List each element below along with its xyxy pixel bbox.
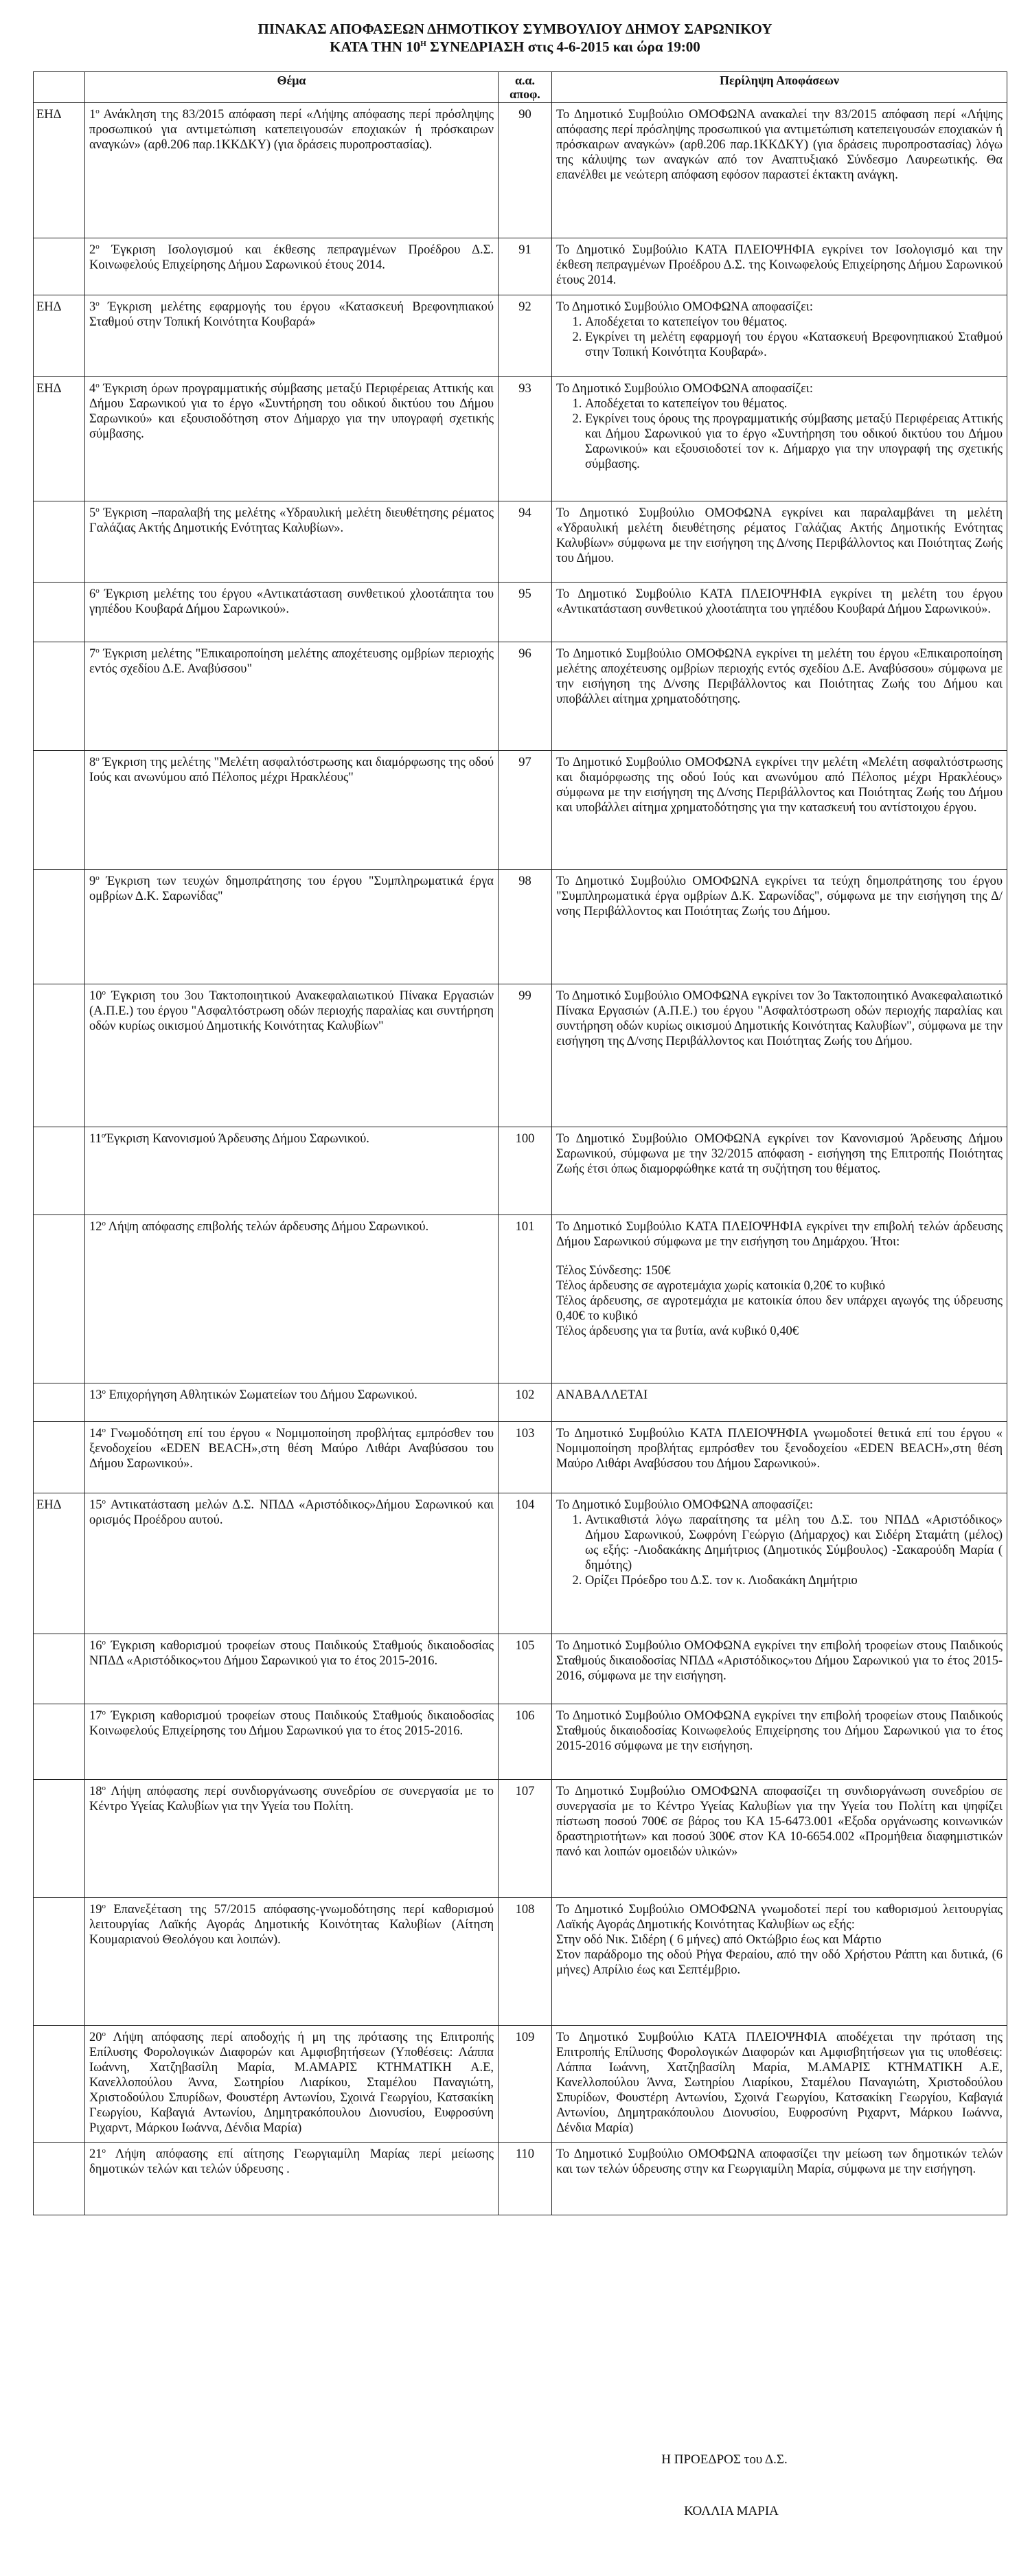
summary-text: Το Δημοτικό Συμβούλιο ΚΑΤΑ ΠΛΕΙΟΨΗΦΙΑ εγκρίνει την επιβολή τελών άρδευσης Δήμου Σαρωνικού σύμφωνα με την εισήγηση του Δημάρχου. Ήτοι: bbox=[556, 1220, 1003, 1249]
row-tag: ΕΗΔ bbox=[34, 377, 85, 501]
row-subject bbox=[85, 751, 499, 870]
summary-text: Το Δημοτικό Συμβούλιο ΚΑΤΑ ΠΛΕΙΟΨΗΦΙΑ γνωμοδοτεί θετικά επί του έργου « Νομιμοποίηση προβλήτας εμπρόσθεν του ξενοδοχείου «EDEN BEACH»,στη θέση Μαύρο Λιθάρι Αναβύσσου του Δήμου Σαρωνικού». bbox=[556, 1427, 1003, 1471]
subject-text: Έγκριση μελέτης εφαρμογής του έργου «Κατασκευή Βρεφονηπιακού Σταθμού στην Τοπική Κοινότητα Κουβαρά» bbox=[89, 300, 494, 329]
row-decision-number: 95 bbox=[499, 583, 552, 642]
summary-text: Το Δημοτικό Συμβούλιο ΟΜΟΦΩΝΑ ανακαλεί την 83/2015 απόφαση περί «Λήψης απόφασης περί πρόσληψης προσωπικού για αντιμετώπιση κατεπειγουσών εποχιακών ή πρόσκαιρων αναγκών» (αρθ.206 παρ.1ΚΚΔΚΥ) (για δράσεις πυροπροστασίας) λόγω της κάλυψης των αναγκών από τον Αναπτυξιακό Σύνδεσμο Λαυρεωτικής. Θα επανέλθει με νεώτερη απόφαση εφόσον παραστεί έκτακτη ανάγκη. bbox=[556, 108, 1003, 182]
subject-number-sup: ο bbox=[102, 1638, 106, 1647]
row-subject bbox=[85, 1704, 499, 1780]
subtitle-pre: ΚΑΤΑ ΤΗΝ 10 bbox=[330, 38, 421, 55]
summary-intro: Το Δημοτικό Συμβούλιο ΟΜΟΦΩΝΑ αποφασίζει: bbox=[556, 300, 814, 314]
row-summary bbox=[552, 2143, 1007, 2215]
row-summary bbox=[552, 2026, 1007, 2143]
table-row bbox=[34, 1898, 1007, 2026]
header-number-line2: αποφ. bbox=[510, 87, 540, 101]
decisions-table bbox=[33, 71, 1007, 2215]
table-row bbox=[34, 984, 1007, 1127]
row-tag: ΕΗΔ bbox=[34, 1493, 85, 1634]
row-decision-number: 90 bbox=[499, 103, 552, 238]
row-summary bbox=[552, 984, 1007, 1127]
row-decision-number: 102 bbox=[499, 1383, 552, 1422]
subject-text: Λήψη απόφασης επιβολής τελών άρδευσης Δήμου Σαρωνικού. bbox=[106, 1220, 429, 1234]
row-subject bbox=[85, 501, 499, 583]
summary-text: Το Δημοτικό Συμβούλιο ΟΜΟΦΩΝΑ εγκρίνει τον 3ο Τακτοποιητικό Ανακεφαλαιωτικό Πίνακα Εργασιών (Α.Π.Ε.) του έργου "Ασφαλτόστρωση οδών περιοχής παραλίας και συντήρηση οδών κυρίως οικισμού Δημοτικής Κοινότητας Καλυβίων", σύμφωνα με την εισήγηση της Δ/νσης Περιβάλλοντος και Ποιότητας Ζωής του Δήμου. bbox=[556, 989, 1003, 1048]
summary-text: Το Δημοτικό Συμβούλιο ΟΜΟΦΩΝΑ εγκρίνει τον Κανονισμού Άρδευσης Δήμου Σαρωνικού, σύμφωνα με την 32/2015 απόφαση - εισήγηση της Επιτροπής Ποιότητας Ζωής έτσι όπως διαμορφώθηκε κατά τη συζήτηση του θέματος. bbox=[556, 1132, 1003, 1176]
subject-number: 21 bbox=[89, 2147, 102, 2161]
row-summary bbox=[552, 870, 1007, 984]
row-summary bbox=[552, 1634, 1007, 1704]
summary-text: Το Δημοτικό Συμβούλιο ΟΜΟΦΩΝΑ γνωμοδοτεί περί του καθορισμού λειτουργίας Λαϊκής Αγοράς Δημοτικής Κοινότητας Καλυβίων ως εξής: bbox=[556, 1903, 1003, 1932]
subject-number: 5 bbox=[89, 506, 96, 520]
subject-number: 6 bbox=[89, 587, 96, 601]
summary-intro: Το Δημοτικό Συμβούλιο ΟΜΟΦΩΝΑ αποφασίζει: bbox=[556, 382, 814, 396]
signature-name: ΚΟΛΛΙΑ ΜΑΡΙΑ bbox=[684, 2504, 779, 2518]
row-decision-number: 96 bbox=[499, 642, 552, 751]
row-tag bbox=[34, 1780, 85, 1898]
row-tag bbox=[34, 1898, 85, 2026]
row-subject bbox=[85, 870, 499, 984]
subject-number-sup: ο bbox=[95, 242, 100, 251]
summary-line: Στον παράδρομο της οδού Ρήγα Φεραίου, από την οδό Χρήστου Ράπτη και δυτικά, (6 μήνες) Απρίλιο έως και Σεπτέμβριο. bbox=[556, 1948, 1003, 1977]
subject-text: Λήψη απόφασης περί συνδιοργάνωσης συνεδρίου σε συνεργασία με το Κέντρο Υγείας Καλυβίων για την Υγεία του Πολίτη. bbox=[89, 1785, 494, 1814]
summary-line: Τέλος άρδευσης, σε αγροτεμάχια με κατοικία όπου δεν υπάρχει αγωγός της ύδρευσης 0,40€ το κυβικό bbox=[556, 1294, 1003, 1323]
table-row bbox=[34, 501, 1007, 583]
subject-number: 2 bbox=[89, 243, 96, 257]
row-summary bbox=[552, 1383, 1007, 1422]
row-decision-number: 97 bbox=[499, 751, 552, 870]
summary-list-item: 1. Αντικαθιστά λόγω παραίτησης τα μέλη του Δ.Σ. του ΝΠΔΔ «Αριστόδικος» Δήμου Σαρωνικού, Σωφρόνη Γεώργιο (Δήμαρχος) και Σιδέρη Σταμάτη (μέλος) ως εξής: -Λιοδακάκης Δημήτριος (Δημοτικός Σύμβουλος) -Σακαρούδη Μαρία ( δημότης) bbox=[585, 1513, 1003, 1573]
row-decision-number: 100 bbox=[499, 1127, 552, 1215]
subject-text: Έγκριση Κανονισμού Άρδευσης Δήμου Σαρωνικού. bbox=[105, 1132, 369, 1146]
row-tag bbox=[34, 984, 85, 1127]
summary-text: Το Δημοτικό Συμβούλιο ΟΜΟΦΩΝΑ εγκρίνει τη μελέτη του έργου «Επικαιροποίηση μελέτης αποχέτευσης ομβρίων περιοχής εντός σχεδίου Δ.Ε. Αναβύσσου» σύμφωνα με την εισήγηση της Δ/νσης Περιβάλλοντος και Ποιότητας Ζωής του Δήμου και υποβάλλει αίτημα χρηματοδότησης. bbox=[556, 647, 1003, 706]
table-row bbox=[34, 1493, 1007, 1634]
summary-text: Το Δημοτικό Συμβούλιο ΚΑΤΑ ΠΛΕΙΟΨΗΦΙΑ αποδέχεται την πρόταση της Επιτροπής Επίλυσης Φορολογικών Διαφορών και Αμφισβητήσεων για τις υποθέσεις: Λάππα Ιωάννη, Χατζηβασίλη Μαρία, Μ.ΑΜΑΡΙΣ ΚΤΗΜΑΤΙΚΗ Α.Ε, Κανελλοπούλου Άννα, Σωτηρίου Λιαρίκου, Σταμέλου Παναγιώτη, Χριστοδούλου Σπυρίδων, Φουστέρη Αντωνίου, Σχοινά Γεωργίου, Κατσακίκη Γεωργίου, Καβαγιά Αντωνίου, Δημητρακόπουλου Διονυσίου, Ευφροσύνη Ριχαρντ, Μάρκου Ιωάννα, Δένδια Μαρία) bbox=[556, 2031, 1003, 2135]
row-decision-number: 101 bbox=[499, 1215, 552, 1383]
table-row bbox=[34, 751, 1007, 870]
subject-number: 7 bbox=[89, 647, 96, 661]
summary-text: Το Δημοτικό Συμβούλιο ΚΑΤΑ ΠΛΕΙΟΨΗΦΙΑ εγκρίνει τη μελέτη του έργου «Αντικατάσταση συνθετικού χλοοτάπητα του γηπέδου Κουβαρά Δήμου Σαρωνικού». bbox=[556, 587, 1003, 616]
subject-text: Έγκριση του 3ου Τακτοποιητικού Ανακεφαλαιωτικού Πίνακα Εργασιών (Α.Π.Ε.) του έργου "Ασφαλτόστρωση οδών περιοχής παραλίας και συντήρηση οδών κυρίως οικισμού Δημοτικής Κοινότητας Καλυβίων" bbox=[89, 989, 494, 1033]
row-tag bbox=[34, 642, 85, 751]
row-tag bbox=[34, 2026, 85, 2143]
row-decision-number: 99 bbox=[499, 984, 552, 1127]
row-subject bbox=[85, 1493, 499, 1634]
row-subject bbox=[85, 103, 499, 238]
summary-text: Το Δημοτικό Συμβούλιο ΟΜΟΦΩΝΑ αποφασίζει τη συνδιοργάνωση συνεδρίου σε συνεργασία με το Κέντρο Υγείας Καλυβίων για την Υγεία του Πολίτη και ψηφίζει πίστωση ποσού 700€ σε βάρος του ΚΑ 15-6473.001 «Εξοδα οργάνωσης κοινωνικών δραστηριοτήτων» και ποσού 300€ στον ΚΑ 10-6654.002 «Προμήθεια διαφημιστικών πανό και λοιπών ομοειδών υλικών» bbox=[556, 1785, 1003, 1859]
subject-number-sup: ο bbox=[95, 873, 100, 882]
row-tag bbox=[34, 1215, 85, 1383]
header-number bbox=[499, 72, 552, 103]
summary-intro: Το Δημοτικό Συμβούλιο ΟΜΟΦΩΝΑ αποφασίζει: bbox=[556, 1498, 814, 1512]
row-subject bbox=[85, 238, 499, 295]
row-decision-number: 109 bbox=[499, 2026, 552, 2143]
table-row bbox=[34, 1704, 1007, 1780]
summary-line: Τέλος άρδευσης σε αγροτεμάχια χωρίς κατοικία 0,20€ το κυβικό bbox=[556, 1279, 886, 1293]
subject-number: 17 bbox=[89, 1709, 102, 1723]
table-row bbox=[34, 1422, 1007, 1493]
subject-text: Έγκριση –παραλαβή της μελέτης «Υδραυλική μελέτη διευθέτησης ρέματος Γαλάζιας Ακτής Δημοτικής Ενότητας Καλυβίων». bbox=[89, 506, 494, 535]
row-decision-number: 105 bbox=[499, 1634, 552, 1704]
summary-line: Τέλος άρδευσης για τα βυτία, ανά κυβικό 0,40€ bbox=[556, 1324, 799, 1338]
table-row bbox=[34, 1634, 1007, 1704]
table-body bbox=[34, 103, 1007, 2215]
row-subject bbox=[85, 1422, 499, 1493]
row-tag bbox=[34, 1383, 85, 1422]
subject-number-sup: ο bbox=[102, 1708, 106, 1717]
row-subject bbox=[85, 1127, 499, 1215]
row-summary bbox=[552, 377, 1007, 501]
subject-text: Έγκριση μελέτης του έργου «Αντικατάσταση συνθετικού χλοοτάπητα του γηπέδου Κουβαρά Δήμου Σαρωνικού». bbox=[89, 587, 494, 616]
row-decision-number: 106 bbox=[499, 1704, 552, 1780]
table-row bbox=[34, 1383, 1007, 1422]
summary-list-item: 2. Ορίζει Πρόεδρο του Δ.Σ. τον κ. Λιοδακάκη Δημήτριο bbox=[585, 1573, 1003, 1588]
document-subtitle bbox=[0, 38, 1030, 56]
row-subject bbox=[85, 377, 499, 501]
subject-number-sup: ο bbox=[95, 106, 100, 115]
subject-number: 13 bbox=[89, 1388, 102, 1402]
row-subject bbox=[85, 583, 499, 642]
row-tag bbox=[34, 1127, 85, 1215]
row-decision-number: 93 bbox=[499, 377, 552, 501]
subject-text: Έγκριση καθορισμού τροφείων στους Παιδικούς Σταθμούς δικαιοδοσίας ΝΠΔΔ «Αριστόδικος»του Δήμου Σαρωνικού για το έτος 2015-2016. bbox=[89, 1639, 494, 1668]
summary-text: Το Δημοτικό Συμβούλιο ΟΜΟΦΩΝΑ εγκρίνει και παραλαμβάνει τη μελέτη «Υδραυλική μελέτη διευθέτησης ρέματος Γαλάζιας Ακτής Δημοτικής Ενότητας Καλυβίων» σύμφωνα με την εισήγηση της Δ/νσης Περιβάλλοντος και Ποιότητας Ζωής του Δήμου. bbox=[556, 506, 1003, 565]
subject-number: 9 bbox=[89, 874, 96, 888]
table-row bbox=[34, 1780, 1007, 1898]
row-summary bbox=[552, 1898, 1007, 2026]
subject-text: Έγκριση της μελέτης "Μελέτη ασφαλτόστρωσης και διαμόρφωσης της οδού Ιούς και ανωνύμου από Πέλοπος μέχρι Ηρακλέους" bbox=[89, 756, 494, 784]
summary-list-item: 1. Αποδέχεται το κατεπείγον του θέματος. bbox=[585, 315, 1003, 330]
subject-text: Λήψη απόφασης περί αποδοχής ή μη της πρότασης της Επιτροπής Επίλυσης Φορολογικών Διαφορών και Αμφισβητήσεων (Υποθέσεις: Λάππα Ιωάννη, Χατζηβασίλη Μαρία, Μ.ΑΜΑΡΙΣ ΚΤΗΜΑΤΙΚΗ Α.Ε, Κανελλοπούλου Άννα, Σωτηρίου Λιαρίκου, Σταμέλου Παναγιώτη, Χριστοδούλου Σπυρίδων, Φουστέρη Αντωνίου, Σχοινά Γεωργίου, Κατσακίκη Γεωργίου, Καβαγιά Αντωνίου, Δημητρακόπουλου Διονυσίου, Ευφροσύνη Ριχαρντ, Μάρκου Ιωάννα, Δένδια Μαρία) bbox=[89, 2031, 494, 2135]
subject-number: 10 bbox=[89, 989, 102, 1003]
summary-text: Το Δημοτικό Συμβούλιο ΟΜΟΦΩΝΑ εγκρίνει τα τεύχη δημοπράτησης του έργου "Συμπληρωματικά έργα ομβρίων Δ.Κ. Σαρωνίδας", σύμφωνα με την εισήγηση της Δ/νσης Περιβάλλοντος και Ποιότητας Ζωής του Δήμου. bbox=[556, 874, 1003, 918]
subject-number-sup: ο bbox=[102, 1901, 106, 1910]
row-subject bbox=[85, 1780, 499, 1898]
row-summary bbox=[552, 238, 1007, 295]
row-subject bbox=[85, 1898, 499, 2026]
row-tag bbox=[34, 751, 85, 870]
subject-number: 11 bbox=[89, 1132, 102, 1146]
subject-number-sup: ο bbox=[95, 586, 100, 595]
subject-number-sup: ο bbox=[102, 988, 106, 997]
subject-number-sup: ο bbox=[101, 1131, 106, 1140]
row-decision-number: 92 bbox=[499, 295, 552, 377]
row-summary bbox=[552, 1780, 1007, 1898]
row-summary bbox=[552, 583, 1007, 642]
row-subject bbox=[85, 642, 499, 751]
subject-number: 1 bbox=[89, 108, 96, 122]
subject-number-sup: ο bbox=[102, 1425, 106, 1434]
summary-text: Το Δημοτικό Συμβούλιο ΟΜΟΦΩΝΑ αποφασίζει την μείωση των δημοτικών τελών και των τελών ύδρευσης στην κα Γεωργιαμίλη Μαρία, σύμφωνα με την εισήγηση. bbox=[556, 2147, 1003, 2176]
row-tag: ΕΗΔ bbox=[34, 295, 85, 377]
summary-list-item: 2. Εγκρίνει τους όρους της προγραμματικής σύμβασης μεταξύ Περιφέρειας Αττικής και Δήμου Σαρωνικού για το έργο «Συντήρηση του οδικού δικτύου του Δήμου Σαρωνικού» και εξουσιοδοτεί τον κ. Δήμαρχο για την υπογραφή της σχετικής σύμβασης. bbox=[585, 411, 1003, 472]
row-subject bbox=[85, 1383, 499, 1422]
row-subject bbox=[85, 984, 499, 1127]
summary-text: Το Δημοτικό Συμβούλιο ΟΜΟΦΩΝΑ εγκρίνει την μελέτη «Μελέτη ασφαλτόστρωσης και διαμόρφωσης της οδού Ιούς και ανωνύμου από Πέλοπος μέχρι Ηρακλέους» σύμφωνα με την εισήγηση της Δ/νσης Περιβάλλοντος και Ποιότητας Ζωής του Δήμου και υποβάλλει αίτημα χρηματοδότησης για την κατασκευή του αντίστοιχου έργου. bbox=[556, 756, 1003, 815]
subject-number-sup: ο bbox=[102, 2146, 106, 2155]
row-subject bbox=[85, 2026, 499, 2143]
summary-list-item: 1. Αποδέχεται το κατεπείγον του θέματος. bbox=[585, 396, 1003, 411]
row-summary bbox=[552, 103, 1007, 238]
table-row bbox=[34, 238, 1007, 295]
subject-number-sup: ο bbox=[102, 1783, 106, 1792]
row-summary bbox=[552, 1704, 1007, 1780]
row-tag bbox=[34, 1422, 85, 1493]
row-summary bbox=[552, 751, 1007, 870]
row-tag bbox=[34, 583, 85, 642]
summary-text: ΑΝΑΒΑΛΛΕΤΑΙ bbox=[556, 1388, 648, 1402]
row-decision-number: 91 bbox=[499, 238, 552, 295]
table-row bbox=[34, 377, 1007, 501]
row-tag bbox=[34, 870, 85, 984]
row-decision-number: 107 bbox=[499, 1780, 552, 1898]
subtitle-sup: Η bbox=[420, 40, 426, 48]
summary-line: Στην οδό Νικ. Σιδέρη ( 6 μήνες) από Οκτώβριο έως και Μάρτιο bbox=[556, 1933, 882, 1947]
subject-number: 3 bbox=[89, 300, 96, 314]
row-decision-number: 98 bbox=[499, 870, 552, 984]
subject-number: 4 bbox=[89, 382, 96, 396]
subject-number: 18 bbox=[89, 1785, 102, 1798]
row-decision-number: 104 bbox=[499, 1493, 552, 1634]
row-summary bbox=[552, 1493, 1007, 1634]
subject-text: Επιχορήγηση Αθλητικών Σωματείων του Δήμου Σαρωνικού. bbox=[106, 1388, 417, 1402]
row-decision-number: 94 bbox=[499, 501, 552, 583]
table-row bbox=[34, 295, 1007, 377]
summary-text: Το Δημοτικό Συμβούλιο ΚΑΤΑ ΠΛΕΙΟΨΗΦΙΑ εγκρίνει τον Ισολογισμό και την έκθεση πεπραγμένων Προέδρου Δ.Σ. της Κοινωφελούς Επιχείρησης Δήμου Σαρωνικού έτους 2014. bbox=[556, 243, 1003, 287]
row-tag bbox=[34, 2143, 85, 2215]
subject-text: Έγκριση των τευχών δημοπράτησης του έργου "Συμπληρωματικά έργα ομβρίων Δ.Κ. Σαρωνίδας" bbox=[89, 874, 494, 903]
table-header-row bbox=[34, 72, 1007, 103]
subject-number-sup: ο bbox=[95, 754, 100, 763]
row-tag: ΕΗΔ bbox=[34, 103, 85, 238]
summary-list bbox=[556, 315, 1003, 360]
row-summary bbox=[552, 1215, 1007, 1383]
row-subject bbox=[85, 295, 499, 377]
row-tag bbox=[34, 1704, 85, 1780]
row-decision-number: 110 bbox=[499, 2143, 552, 2215]
row-subject bbox=[85, 1215, 499, 1383]
summary-line: Τέλος Σύνδεσης: 150€ bbox=[556, 1264, 671, 1278]
subject-text: Έγκριση Ισολογισμού και έκθεσης πεπραγμένων Προέδρου Δ.Σ. Κοινωφελούς Επιχείρησης Δήμου Σαρωνικού έτους 2014. bbox=[89, 243, 494, 272]
row-summary bbox=[552, 295, 1007, 377]
subtitle-post: ΣΥΝΕΔΡΙΑΣΗ στις 4-6-2015 και ώρα 19:00 bbox=[426, 38, 700, 55]
subject-number-sup: ο bbox=[102, 2029, 106, 2038]
table-row bbox=[34, 1127, 1007, 1215]
header-number-line1: α.α. bbox=[514, 74, 536, 87]
subject-number-sup: ο bbox=[102, 1219, 106, 1228]
row-tag bbox=[34, 238, 85, 295]
subject-number: 20 bbox=[89, 2031, 102, 2044]
summary-text: Το Δημοτικό Συμβούλιο ΟΜΟΦΩΝΑ εγκρίνει την επιβολή τροφείων στους Παιδικούς Σταθμούς δικαιοδοσίας Κοινωφελούς Επιχείρησης του Δήμου Σαρωνικού για το έτος 2015-2016 σύμφωνα με την εισήγηση. bbox=[556, 1709, 1003, 1753]
row-summary bbox=[552, 642, 1007, 751]
subject-number: 15 bbox=[89, 1498, 102, 1512]
subject-text: Έγκριση μελέτης "Επικαιροποίηση μελέτης αποχέτευσης ομβρίων περιοχής εντός σχεδίου Δ.Ε. Αναβύσσου" bbox=[89, 647, 494, 676]
subject-number-sup: ο bbox=[95, 505, 100, 514]
header-subject: Θέμα bbox=[85, 72, 499, 103]
summary-gap bbox=[556, 1250, 1003, 1263]
row-summary bbox=[552, 1127, 1007, 1215]
subject-number: 19 bbox=[89, 1903, 102, 1917]
table-row bbox=[34, 1215, 1007, 1383]
subject-text: Γνωμοδότηση επί του έργου « Νομιμοποίηση προβλήτας εμπρόσθεν του ξενοδοχείου «EDEN BEACH»,στη θέση Μαύρο Λιθάρι Αναβύσσου του Δήμου Σαρωνικού». bbox=[89, 1427, 494, 1471]
subject-text: Έγκριση καθορισμού τροφείων στους Παιδικούς Σταθμούς δικαιοδοσίας Κοινωφελούς Επιχείρησης του Δήμου Σαρωνικού για το έτος 2015-2016. bbox=[89, 1709, 494, 1738]
table-row bbox=[34, 2143, 1007, 2215]
subject-text: Επανεξέταση της 57/2015 απόφασης-γνωμοδότησης περί καθορισμού λειτουργίας Λαϊκής Αγοράς Δημοτικής Κοινότητας Καλυβίων (Αίτηση Κουμαριανού Θεολόγου και λοιπών). bbox=[89, 1903, 494, 1947]
subject-number-sup: ο bbox=[95, 299, 100, 308]
table-row bbox=[34, 870, 1007, 984]
row-summary bbox=[552, 1422, 1007, 1493]
table-row bbox=[34, 103, 1007, 238]
summary-text: Το Δημοτικό Συμβούλιο ΟΜΟΦΩΝΑ εγκρίνει την επιβολή τροφείων στους Παιδικούς Σταθμούς δικαιοδοσίας ΝΠΔΔ «Αριστόδικος»του Δήμου Σαρωνικού για το έτος 2015-2016, σύμφωνα με την εισήγηση. bbox=[556, 1639, 1003, 1683]
subject-number-sup: ο bbox=[95, 381, 100, 389]
subject-number-sup: ο bbox=[102, 1497, 106, 1506]
document-title: ΠΙΝΑΚΑΣ ΑΠΟΦΑΣΕΩΝ ΔΗΜΟΤΙΚΟΥ ΣΥΜΒΟΥΛΙΟΥ ΔΗΜΟΥ ΣΑΡΩΝΙΚΟΥ bbox=[258, 21, 772, 37]
header-tag bbox=[34, 72, 85, 103]
row-tag bbox=[34, 1634, 85, 1704]
table-row bbox=[34, 2026, 1007, 2143]
table-row bbox=[34, 583, 1007, 642]
row-decision-number: 108 bbox=[499, 1898, 552, 2026]
subject-number-sup: ο bbox=[102, 1387, 106, 1396]
summary-list bbox=[556, 1513, 1003, 1588]
row-subject bbox=[85, 1634, 499, 1704]
subject-number-sup: ο bbox=[95, 646, 100, 655]
subject-text: Ανάκληση της 83/2015 απόφαση περί «Λήψης απόφασης περί πρόσληψης προσωπικού για αντιμετώπιση κατεπειγουσών εποχιακών ή πρόσκαιρων αναγκών» (αρθ.206 παρ.1ΚΚΔΚΥ) (για δράσεις πυροπροστασίας). bbox=[89, 108, 494, 152]
row-subject bbox=[85, 2143, 499, 2215]
subject-number: 14 bbox=[89, 1427, 102, 1440]
row-decision-number: 103 bbox=[499, 1422, 552, 1493]
summary-list-item: 2. Εγκρίνει τη μελέτη εφαρμογή του έργου «Κατασκευή Βρεφονηπιακού Σταθμού στην Τοπική Κοινότητα Κουβαρά». bbox=[585, 330, 1003, 360]
summary-list bbox=[556, 396, 1003, 472]
table-row bbox=[34, 642, 1007, 751]
subject-number: 16 bbox=[89, 1639, 102, 1653]
signature-title: Η ΠΡΟΕΔΡΟΣ του Δ.Σ. bbox=[661, 2452, 788, 2467]
header-summary: Περίληψη Αποφάσεων bbox=[552, 72, 1007, 103]
subject-number: 12 bbox=[89, 1220, 102, 1234]
subject-number: 8 bbox=[89, 756, 96, 769]
row-tag bbox=[34, 501, 85, 583]
subject-text: Λήψη απόφασης επί αίτησης Γεωργιαμίλη Μαρίας περί μείωσης δημοτικών τελών και τελών ύδρευσης . bbox=[89, 2147, 494, 2176]
row-summary bbox=[552, 501, 1007, 583]
subject-text: Έγκριση όρων προγραμματικής σύμβασης μεταξύ Περιφέρειας Αττικής και Δήμου Σαρωνικού για το έργο «Συντήρηση του οδικού δικτύου του Δήμου Σαρωνικού» και εξουσιοδότηση στον Δήμαρχο για την υπογραφή σχετικής σύμβασης. bbox=[89, 382, 494, 441]
subject-text: Αντικατάσταση μελών Δ.Σ. ΝΠΔΔ «Αριστόδικος»Δήμου Σαρωνικού και ορισμός Προέδρου αυτού. bbox=[89, 1498, 494, 1527]
